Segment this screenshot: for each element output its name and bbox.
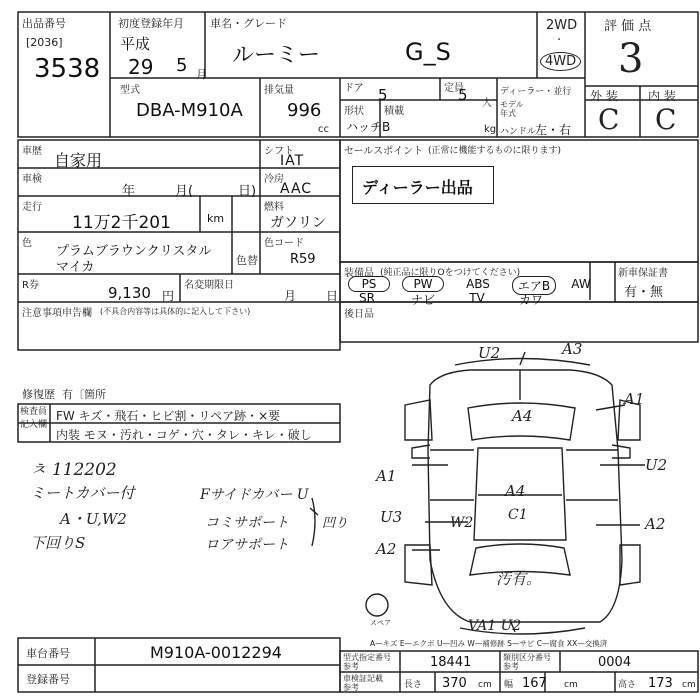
reg-label: 初度登録年月 — [118, 17, 184, 30]
diag-roof2: A4 — [505, 482, 526, 500]
ext-score: C — [598, 103, 620, 136]
drive-4wd: 4WD — [540, 52, 581, 71]
length-value: 370 — [442, 676, 467, 691]
cap-label: 定員 — [444, 83, 464, 94]
inspector-label: 検査員 記入欄 — [20, 407, 48, 430]
fuel-value: ガソリン — [270, 215, 326, 231]
damage-legend: A—キズ E—エクボ U—凹み W—補修跡 S—サビ C—腐食 XX—交換済 — [370, 639, 608, 648]
note-line2: ミートカバー付 — [30, 484, 135, 502]
sales-value: ディーラー出品 — [362, 178, 473, 197]
mileage-value: 11万2千201 — [72, 213, 171, 233]
drive-dot: · — [557, 33, 562, 48]
equip-navi: ナビ — [410, 293, 435, 307]
height-unit: cm — [682, 680, 696, 690]
equip-pw: PW — [402, 276, 444, 292]
diag-left1: A1 — [376, 467, 397, 485]
score-value: 3 — [618, 36, 644, 82]
equip-tv: TV — [469, 291, 485, 305]
dealer-label: ディーラー・並行 — [500, 87, 572, 97]
diag-fr-mark: A1 — [624, 390, 645, 408]
drive-2wd: 2WD — [546, 18, 578, 33]
equip-sub: (純正品に限りOをつけてください) — [380, 268, 521, 278]
type-value: DBA-M910A — [136, 100, 243, 121]
recycle-unit: 円 — [162, 289, 175, 303]
ac-label: 冷房 — [264, 174, 284, 185]
load-label: 積載 — [384, 106, 404, 117]
int-label: 内 装 — [648, 89, 676, 103]
equip-aw: AW — [571, 277, 591, 291]
equip-ps: PS — [348, 276, 390, 292]
warranty-label: 新車保証書 — [618, 268, 668, 279]
note-line5: Fサイドカバー U — [200, 487, 309, 503]
class-label: 類別区分番号 参考 — [503, 653, 551, 671]
diag-top-mark: U2 — [478, 344, 501, 362]
usage-label: 車歴 — [22, 146, 42, 157]
mileage-label: 走行 — [22, 202, 42, 213]
reg-number-label: 登録番号 — [26, 673, 70, 686]
length-label: 長さ — [404, 680, 423, 690]
diag-rear: 汚有。 — [496, 570, 542, 588]
type-label: 型式 — [120, 85, 140, 96]
size-label: 車検証記載 参考 — [343, 674, 383, 692]
reg-month-unit: 月 — [196, 68, 207, 81]
sales-label: セールスポイント — [344, 146, 424, 157]
car-grade: G_S — [405, 38, 451, 66]
reg-era: 平成 — [120, 35, 151, 53]
inspector-int-row: 内装 モヌ・汚れ・コゲ・穴・タレ・キレ・破し — [56, 428, 312, 442]
repair-value: 有〔箇所 — [62, 388, 106, 401]
shape-value: ハッチB — [346, 120, 391, 134]
name-label: 車名・グレード — [210, 17, 287, 30]
diag-left3: A2 — [376, 540, 397, 558]
cap-value: 5 — [458, 86, 468, 104]
lot-label: 出品番号 — [22, 17, 66, 30]
chassis-label: 車台番号 — [26, 647, 70, 660]
notes-label: 注意事項申告欄 — [22, 308, 92, 319]
inspect-year: 年 — [122, 184, 136, 199]
inspect-month: 月( — [175, 184, 194, 199]
width-label: 幅 — [504, 680, 514, 690]
diag-right2: A2 — [645, 515, 666, 533]
width-unit: cm — [564, 680, 578, 690]
shift-value: IAT — [280, 153, 305, 169]
chassis-value: M910A-0012294 — [150, 643, 282, 662]
color-value-1: プラムブラウンクリスタル — [56, 244, 212, 259]
equip-leather: カワ — [518, 293, 543, 307]
warranty-value: 有・無 — [624, 285, 664, 300]
color-value-2: マイカ — [56, 260, 95, 275]
repair-label: 修復歴 — [22, 388, 55, 401]
type-cert-value: 18441 — [430, 655, 472, 670]
equip-abs: ABS — [466, 277, 490, 291]
equip-airbag: エアB — [512, 276, 556, 295]
diag-top-mark2: A3 — [562, 340, 583, 358]
height-value: 173 — [648, 676, 673, 691]
height-label: 高さ — [618, 680, 637, 690]
diag-bottom-mark: VA1 U2 — [468, 618, 522, 634]
class-value: 0004 — [598, 655, 632, 670]
diag-center-w2: W2 — [450, 515, 474, 531]
cap-unit: 人 — [482, 98, 492, 109]
load-unit: kg — [484, 124, 497, 135]
inspector-ext-row: FW キズ・飛石・ヒビ割・リペア跡・×要 — [56, 409, 281, 423]
disp-label: 排気量 — [264, 85, 294, 96]
doors-value: 5 — [378, 86, 388, 104]
score-label: 評 価 点 — [604, 19, 652, 34]
reg-month: 5 — [176, 55, 188, 76]
color-code-value: R59 — [290, 252, 316, 267]
shape-label: 形状 — [344, 106, 364, 117]
sales-sub: (正常に機能するものに限ります) — [428, 146, 562, 156]
shift-label: シフト — [264, 146, 294, 157]
car-name: ルーミー — [232, 43, 321, 68]
int-score: C — [655, 103, 677, 136]
note-line8: 凹り — [322, 516, 349, 531]
name-change-label: 名変期限日 — [184, 280, 234, 291]
handle-label: ハンドル — [500, 127, 537, 137]
equip-sr: SR — [359, 291, 375, 305]
disp-value: 996 — [287, 100, 322, 121]
back-label: 後日品 — [344, 309, 374, 320]
type-cert-label: 型式指定番号 参考 — [343, 653, 391, 671]
inspect-label: 車検 — [22, 174, 42, 185]
inspect-day: 日) — [238, 184, 257, 199]
note-line1: ㅊ 112202 — [30, 460, 117, 480]
model-label: モデル 年式 — [500, 100, 524, 118]
ac-value: AAC — [280, 181, 313, 197]
lot-sub: [2036] — [26, 36, 63, 49]
handle-value: 左・右 — [535, 123, 572, 137]
diag-right1: U2 — [645, 456, 668, 474]
diag-roof: A4 — [512, 407, 533, 425]
usage-value: 自家用 — [54, 151, 103, 170]
diag-left2: U3 — [380, 508, 403, 526]
note-line3: A・U,W2 — [60, 510, 127, 528]
mileage-unit: km — [207, 212, 225, 225]
length-unit: cm — [478, 680, 492, 690]
color-label: 色 — [22, 238, 32, 249]
color-code-label: 色コード — [264, 238, 304, 249]
ext-label: 外 装 — [590, 89, 618, 103]
doors-label: ドア — [344, 83, 364, 94]
recycle-value: 9,130 — [108, 284, 151, 302]
disp-unit: cc — [318, 124, 329, 135]
fuel-label: 燃料 — [264, 202, 284, 213]
note-line6: コミサポート — [205, 515, 289, 531]
note-line7: ロアサポート — [205, 537, 289, 553]
recycle-label: R券 — [22, 280, 39, 291]
color-change-label: 色替 — [236, 254, 258, 267]
notes-sub: (不具合内容等は具体的に記入して下さい) — [100, 307, 251, 316]
name-change-day: 日 — [326, 289, 339, 303]
lot-number: 3538 — [34, 54, 101, 84]
note-line4: 下回りS — [30, 534, 86, 552]
equip-label: 装備品 — [344, 268, 374, 279]
width-value: 167 — [522, 676, 547, 691]
reg-year: 29 — [128, 55, 154, 79]
name-change-month: 月 — [284, 289, 297, 303]
diag-center-c1: C1 — [508, 507, 528, 523]
diag-spare: スペア — [370, 619, 391, 627]
